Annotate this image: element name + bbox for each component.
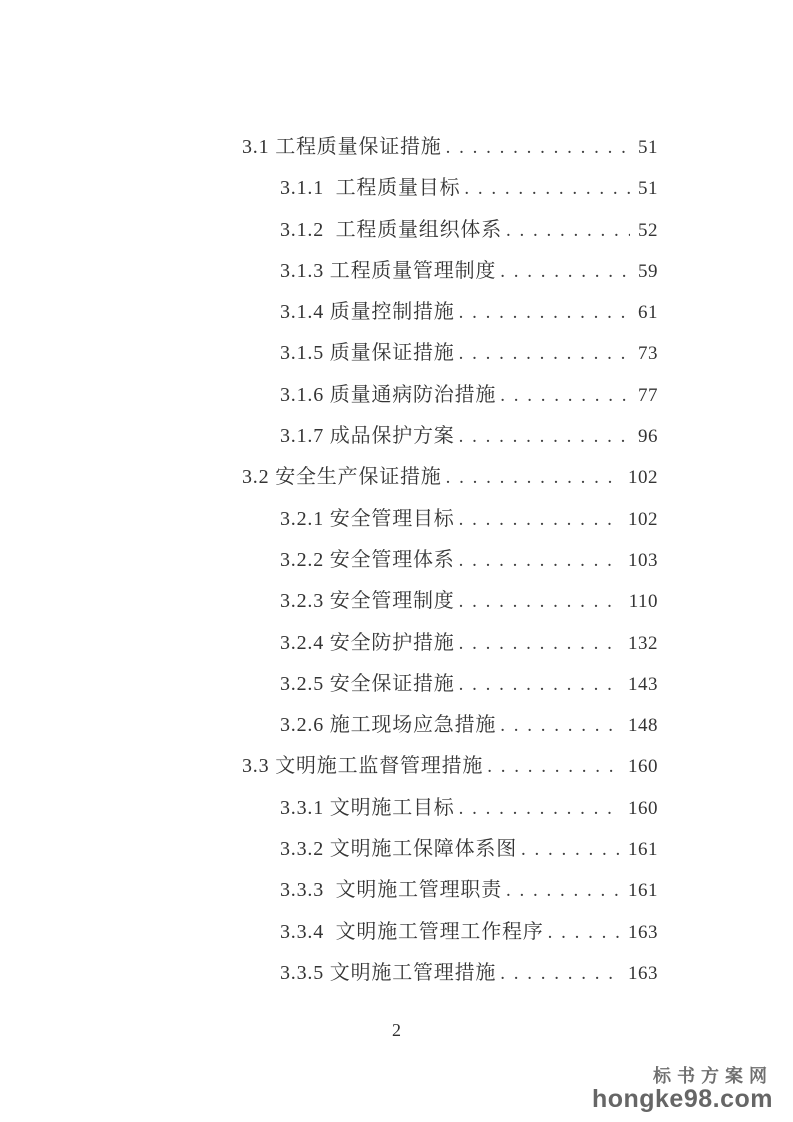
toc-entry[interactable]: [242, 788, 658, 829]
toc-entry[interactable]: [242, 705, 658, 746]
toc-entry[interactable]: [242, 581, 658, 622]
toc-dot-leader: [459, 664, 620, 705]
toc-dot-leader: [446, 457, 620, 498]
toc-entry-label: 3.1 工程质量保证措施: [242, 136, 442, 158]
toc-entry-label: 3.1.6 质量通病防治措施: [280, 383, 497, 406]
watermark-site-url: hongke98.com: [591, 1084, 773, 1113]
toc-entry-page: 132: [628, 632, 658, 654]
toc-entry-page: 160: [628, 756, 658, 778]
toc-entry-page: 103: [628, 549, 658, 571]
toc-dot-leader: [459, 333, 630, 374]
toc-entry[interactable]: [242, 912, 658, 953]
toc-entry-label: 3.2.2 安全管理体系: [280, 548, 455, 571]
toc-entry-label: 3.3.3 文明施工管理职责: [280, 879, 502, 902]
toc-entry[interactable]: [242, 953, 658, 994]
toc-entry-label: 3.3.4 文明施工管理工作程序: [280, 920, 544, 943]
toc-dot-leader: [459, 499, 620, 540]
toc-entry[interactable]: [242, 333, 658, 374]
toc-entry[interactable]: [242, 210, 658, 251]
toc-entry[interactable]: [242, 623, 658, 664]
toc-entry-label: 3.3.1 文明施工目标: [280, 796, 455, 819]
toc-dot-leader: [459, 788, 620, 829]
toc-entry-label: 3.1.2 工程质量组织体系: [280, 218, 502, 241]
toc-entry[interactable]: [242, 540, 658, 581]
toc-entry[interactable]: [242, 127, 658, 168]
toc-entry-page: 143: [628, 673, 658, 695]
toc-entry-label: 3.2 安全生产保证措施: [242, 466, 442, 489]
toc-entry[interactable]: [242, 457, 658, 498]
toc-entry-page: 51: [638, 178, 658, 200]
toc-dot-leader: [500, 375, 630, 416]
toc-entry-page: 110: [628, 591, 658, 613]
toc-dot-leader: [500, 251, 630, 292]
toc-dot-leader: [459, 581, 621, 622]
toc-dot-leader: [500, 705, 620, 746]
toc-entry-page: 77: [638, 384, 658, 406]
toc-entry[interactable]: [242, 499, 658, 540]
toc-entry-page: 96: [638, 426, 658, 448]
toc-entry[interactable]: [242, 168, 658, 209]
toc-entry-label: 3.3.2 文明施工保障体系图: [280, 838, 517, 861]
toc-dot-leader: [459, 292, 630, 333]
toc-dot-leader: [548, 912, 620, 953]
toc-entry[interactable]: [242, 416, 658, 457]
toc-entry-page: 73: [638, 343, 658, 365]
watermark-site-name: 标书方案网: [653, 1065, 773, 1086]
toc-entry-label: 3.1.7 成品保护方案: [280, 425, 455, 448]
toc-entry[interactable]: [242, 829, 658, 870]
toc-dot-leader: [487, 746, 620, 787]
toc-entry-label: 3.3 文明施工监督管理措施: [242, 755, 484, 778]
toc-dot-leader: [446, 127, 630, 168]
toc-entry[interactable]: [242, 251, 658, 292]
toc-entry-page: 163: [628, 962, 658, 984]
toc-dot-leader: [464, 168, 630, 209]
toc-dot-leader: [506, 210, 630, 251]
toc-dot-leader: [459, 416, 630, 457]
toc-entry-label: 3.1.3 工程质量管理制度: [280, 259, 497, 282]
toc-entry-page: 163: [628, 921, 658, 943]
toc-entry[interactable]: [242, 375, 658, 416]
toc-entry-label: 3.2.5 安全保证措施: [280, 672, 455, 695]
toc-dot-leader: [521, 829, 620, 870]
toc-entry-label: 3.1.5 质量保证措施: [280, 342, 455, 365]
toc-dot-leader: [459, 540, 620, 581]
toc-entry-label: 3.2.6 施工现场应急措施: [280, 714, 497, 737]
toc-entry-page: 160: [628, 797, 658, 819]
toc-entry-page: 51: [638, 137, 658, 158]
toc-entry[interactable]: [242, 870, 658, 911]
toc-entry-page: 61: [638, 302, 658, 324]
toc-entry-page: 52: [638, 219, 658, 241]
toc-entry-page: 161: [628, 839, 658, 861]
table-of-contents: [242, 127, 658, 994]
toc-dot-leader: [459, 623, 620, 664]
toc-entry[interactable]: [242, 746, 658, 787]
toc-entry-page: 102: [628, 508, 658, 530]
toc-entry-page: 148: [628, 715, 658, 737]
toc-entry-label: 3.2.3 安全管理制度: [280, 590, 455, 613]
page-number: 2: [392, 1020, 401, 1040]
toc-dot-leader: [500, 953, 620, 994]
toc-entry[interactable]: [242, 664, 658, 705]
toc-entry-page: 59: [638, 260, 658, 282]
toc-entry-label: 3.1.4 质量控制措施: [280, 301, 455, 324]
toc-entry-label: 3.1.1 工程质量目标: [280, 177, 461, 200]
toc-entry-label: 3.3.5 文明施工管理措施: [280, 961, 497, 984]
toc-entry-page: 102: [628, 467, 658, 489]
watermark: [592, 1067, 773, 1112]
toc-entry-label: 3.2.1 安全管理目标: [280, 507, 455, 530]
toc-entry-page: 161: [628, 880, 658, 902]
toc-entry-label: 3.2.4 安全防护措施: [280, 631, 455, 654]
toc-dot-leader: [506, 870, 620, 911]
toc-entry[interactable]: [242, 292, 658, 333]
